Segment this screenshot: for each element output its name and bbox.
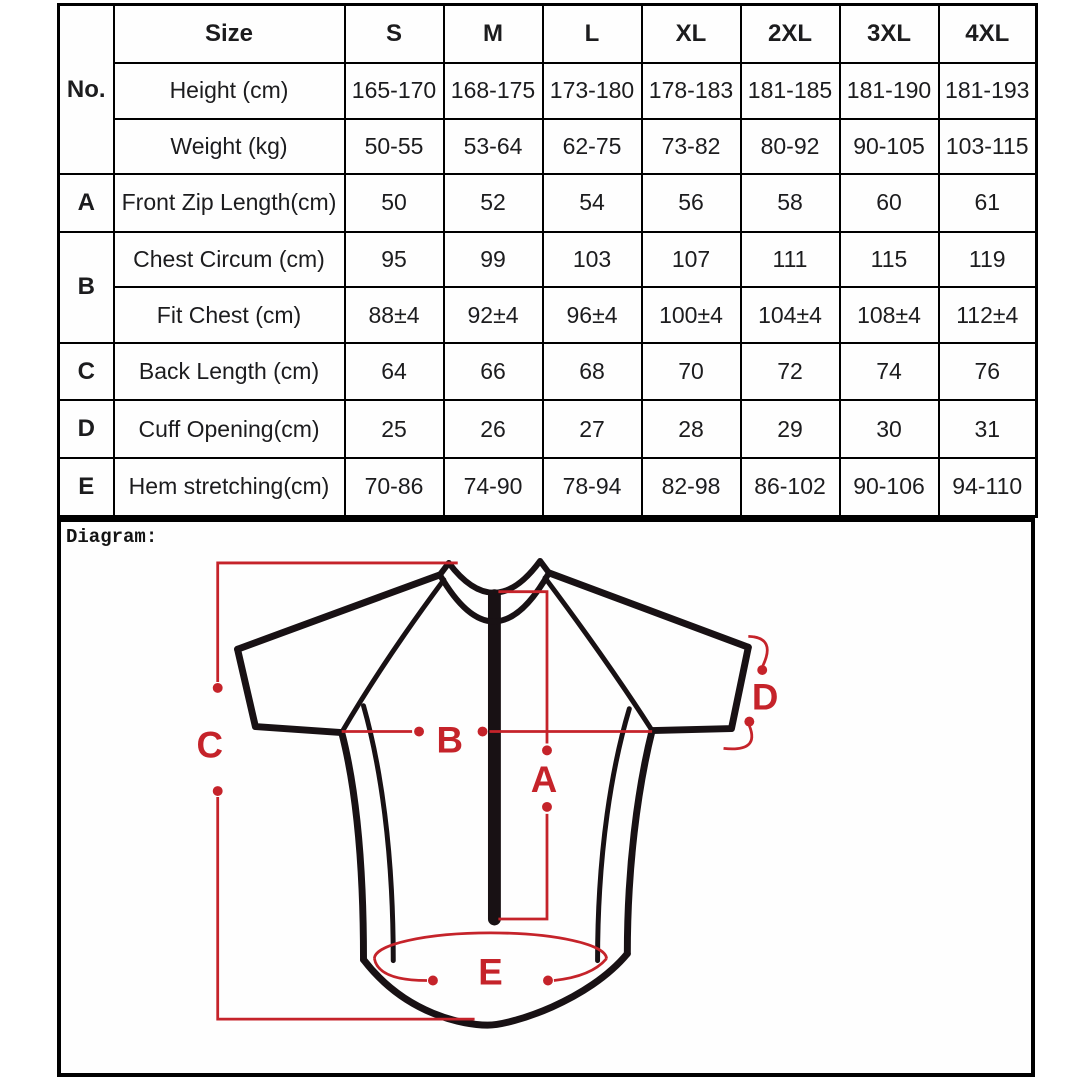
jersey-measurement-diagram xyxy=(61,522,1031,1073)
corner-cell: No. xyxy=(59,5,114,175)
cell: 64 xyxy=(345,343,444,401)
cell: 30 xyxy=(840,400,939,458)
cell: 27 xyxy=(543,400,642,458)
cell: 99 xyxy=(444,232,543,288)
row-label: Hem stretching(cm) xyxy=(114,458,345,517)
cell: 104±4 xyxy=(741,287,840,343)
row-label: Back Length (cm) xyxy=(114,343,345,401)
size-col-header: 2XL xyxy=(741,5,840,63)
cell: 86-102 xyxy=(741,458,840,517)
jersey-right-raglan-seam xyxy=(545,578,652,731)
row-label: Front Zip Length(cm) xyxy=(114,174,345,232)
size-chart-table xyxy=(57,3,1038,518)
measurement-diagram-panel xyxy=(57,518,1035,1077)
jersey-left-side xyxy=(342,733,364,960)
cell: 96±4 xyxy=(543,287,642,343)
cell: 103-115 xyxy=(939,119,1037,175)
cell: 181-190 xyxy=(840,63,939,119)
group-label: A xyxy=(59,174,114,232)
group-label: E xyxy=(59,458,114,517)
size-header-cell: Size xyxy=(114,5,345,63)
jersey-right-sleeve xyxy=(652,647,748,730)
row-label: Weight (kg) xyxy=(114,119,345,175)
cell: 76 xyxy=(939,343,1037,401)
cell: 100±4 xyxy=(642,287,741,343)
cell: 58 xyxy=(741,174,840,232)
cell: 119 xyxy=(939,232,1037,288)
cell: 78-94 xyxy=(543,458,642,517)
cell: 115 xyxy=(840,232,939,288)
cell: 103 xyxy=(543,232,642,288)
jersey-left-panel-seam xyxy=(364,706,394,961)
table-row-front-zip xyxy=(59,174,1037,232)
table-row-cuff-opening xyxy=(59,400,1037,458)
jersey-right-side xyxy=(627,731,652,954)
size-col-header: S xyxy=(345,5,444,63)
table-row-fit-chest xyxy=(59,287,1037,343)
table-row-hem-stretching xyxy=(59,458,1037,517)
cell: 92±4 xyxy=(444,287,543,343)
group-label: B xyxy=(59,232,114,343)
header-row xyxy=(59,5,1037,63)
cell: 80-92 xyxy=(741,119,840,175)
diagram-title: Diagram: xyxy=(66,526,158,548)
group-label: D xyxy=(59,400,114,458)
row-label: Cuff Opening(cm) xyxy=(114,400,345,458)
jersey-left-shoulder xyxy=(238,575,440,649)
cell: 66 xyxy=(444,343,543,401)
cell: 60 xyxy=(840,174,939,232)
cell: 74-90 xyxy=(444,458,543,517)
cell: 111 xyxy=(741,232,840,288)
cell: 181-185 xyxy=(741,63,840,119)
row-label: Fit Chest (cm) xyxy=(114,287,345,343)
cell: 31 xyxy=(939,400,1037,458)
cell: 82-98 xyxy=(642,458,741,517)
cell: 72 xyxy=(741,343,840,401)
marker-e-label: E xyxy=(478,951,503,993)
row-label: Chest Circum (cm) xyxy=(114,232,345,288)
measurement-e-ellipse xyxy=(374,933,606,993)
cell: 181-193 xyxy=(939,63,1037,119)
cell: 70-86 xyxy=(345,458,444,517)
measurement-a-bracket xyxy=(498,592,557,919)
cell: 165-170 xyxy=(345,63,444,119)
table-row-back-length xyxy=(59,343,1037,401)
cell: 94-110 xyxy=(939,458,1037,517)
marker-d-label: D xyxy=(751,676,779,718)
size-col-header: M xyxy=(444,5,543,63)
cell: 50 xyxy=(345,174,444,232)
cell: 90-105 xyxy=(840,119,939,175)
cell: 178-183 xyxy=(642,63,741,119)
jersey-right-shoulder xyxy=(549,573,748,647)
cell: 88±4 xyxy=(345,287,444,343)
cell: 50-55 xyxy=(345,119,444,175)
table-row-weight xyxy=(59,119,1037,175)
marker-b-label: B xyxy=(436,719,464,761)
cell: 68 xyxy=(543,343,642,401)
marker-a-label: A xyxy=(530,759,558,801)
cell: 62-75 xyxy=(543,119,642,175)
table-row-chest-circum xyxy=(59,232,1037,288)
size-col-header: L xyxy=(543,5,642,63)
cell: 56 xyxy=(642,174,741,232)
cell: 70 xyxy=(642,343,741,401)
cell: 52 xyxy=(444,174,543,232)
size-col-header: XL xyxy=(642,5,741,63)
cell: 26 xyxy=(444,400,543,458)
cell: 54 xyxy=(543,174,642,232)
table-row-height xyxy=(59,63,1037,119)
cell: 168-175 xyxy=(444,63,543,119)
cell: 25 xyxy=(345,400,444,458)
size-col-header: 3XL xyxy=(840,5,939,63)
cell: 112±4 xyxy=(939,287,1037,343)
cell: 73-82 xyxy=(642,119,741,175)
cell: 53-64 xyxy=(444,119,543,175)
cell: 74 xyxy=(840,343,939,401)
group-label: C xyxy=(59,343,114,401)
measurement-d-arcs xyxy=(724,636,779,749)
size-col-header: 4XL xyxy=(939,5,1037,63)
cell: 108±4 xyxy=(840,287,939,343)
row-label: Height (cm) xyxy=(114,63,345,119)
marker-c-label: C xyxy=(196,724,224,766)
measurement-c-bracket xyxy=(197,563,475,1019)
cell: 173-180 xyxy=(543,63,642,119)
cell: 28 xyxy=(642,400,741,458)
cell: 90-106 xyxy=(840,458,939,517)
cell: 61 xyxy=(939,174,1037,232)
cell: 95 xyxy=(345,232,444,288)
jersey-left-sleeve xyxy=(238,649,342,732)
cell: 107 xyxy=(642,232,741,288)
cell: 29 xyxy=(741,400,840,458)
